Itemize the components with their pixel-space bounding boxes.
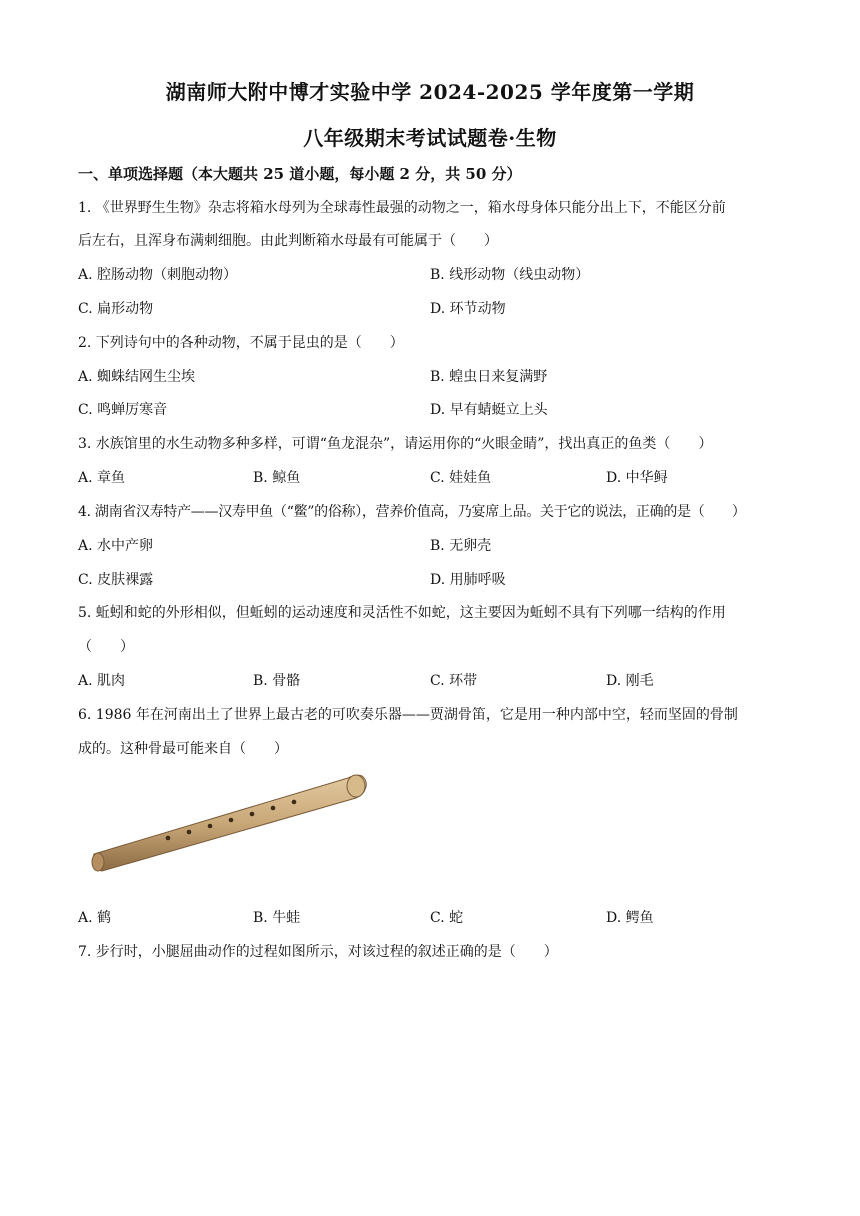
question-1-option-c: C. 扁形动物: [78, 301, 154, 317]
exam-subtitle: 八年级期末考试试题卷·生物: [303, 126, 557, 150]
finger-hole-icon: [292, 800, 297, 805]
question-5-option-c: C. 环带: [430, 673, 478, 689]
question-4-option-d: D. 用肺呼吸: [430, 572, 506, 588]
question-1-stem-line-2: 后左右，且浑身布满刺细胞。由此判断箱水母最有可能属于（ ）: [78, 233, 498, 249]
question-7-stem: 7. 步行时，小腿屈曲动作的过程如图所示，对该过程的叙述正确的是（ ）: [78, 944, 558, 960]
finger-hole-icon: [271, 806, 276, 811]
question-4-option-c: C. 皮肤裸露: [78, 572, 154, 588]
question-6-option-c: C. 蛇: [430, 910, 464, 926]
question-4-option-b: B. 无卵壳: [430, 538, 492, 554]
question-3-option-c: C. 娃娃鱼: [430, 470, 492, 486]
question-3-stem: 3. 水族馆里的水生动物多种多样，可谓“鱼龙混杂”，请运用你的“火眼金睛”，找出真正的鱼类（ ）: [78, 436, 713, 452]
section-heading: 一、单项选择题（本大题共 25 道小题，每小题 2 分，共 50 分）: [78, 165, 522, 183]
finger-hole-icon: [166, 836, 171, 841]
flute-body: [93, 775, 366, 871]
question-2-option-d: D. 早有蜻蜓立上头: [430, 402, 548, 418]
question-3-option-d: D. 中华鲟: [606, 470, 668, 486]
flute-mouth-end: [92, 853, 104, 871]
question-1-option-a: A. 腔肠动物（刺胞动物）: [78, 267, 238, 283]
question-5-option-a: A. 肌肉: [78, 673, 126, 689]
question-6-stem-line-1: 6. 1986 年在河南出土了世界上最古老的可吹奏乐器——贾湖骨笛，它是用一种内部中空，轻而坚固的骨制: [78, 707, 738, 723]
flute-end: [347, 775, 365, 797]
finger-hole-icon: [250, 812, 255, 817]
question-4-stem: 4. 湖南省汉寿特产——汉寿甲鱼（“鳖”的俗称），营养价值高，乃宴席上品。关于它的说法，正确的是（ ）: [78, 504, 746, 520]
question-6-option-a: A. 鹤: [78, 910, 112, 926]
finger-hole-icon: [229, 818, 234, 823]
question-3-option-b: B. 鲸鱼: [253, 470, 301, 486]
question-6-option-b: B. 牛蛙: [253, 910, 301, 926]
question-2-option-c: C. 鸣蝉厉寒音: [78, 402, 168, 418]
question-1-option-b: B. 线形动物（线虫动物）: [430, 267, 590, 283]
question-5-stem-line-2: （ ）: [78, 639, 134, 655]
question-6-stem-line-2: 成的。这种骨最可能来自（ ）: [78, 741, 288, 757]
question-1-option-d: D. 环节动物: [430, 301, 506, 317]
finger-hole-icon: [208, 824, 213, 829]
question-5-option-b: B. 骨骼: [253, 673, 301, 689]
question-5-option-d: D. 刚毛: [606, 673, 654, 689]
question-2-option-b: B. 蝗虫日来复满野: [430, 369, 548, 385]
question-2-stem: 2. 下列诗句中的各种动物，不属于昆虫的是（ ）: [78, 335, 404, 351]
finger-hole-icon: [187, 830, 192, 835]
question-3-option-a: A. 章鱼: [78, 470, 126, 486]
bone-flute-image: [86, 768, 376, 888]
question-2-option-a: A. 蜘蛛结网生尘埃: [78, 369, 196, 385]
question-4-option-a: A. 水中产卵: [78, 538, 154, 554]
exam-title: 湖南师大附中博才实验中学 2024-2025 学年度第一学期: [165, 80, 695, 104]
question-1-stem-line-1: 1. 《世界野生生物》杂志将箱水母列为全球毒性最强的动物之一，箱水母身体只能分出上下，不能区分前: [78, 200, 726, 216]
question-5-stem-line-1: 5. 蚯蚓和蛇的外形相似，但蚯蚓的运动速度和灵活性不如蛇，这主要因为蚯蚓不具有下列哪一结构的作用: [78, 605, 726, 621]
question-6-option-d: D. 鳄鱼: [606, 910, 654, 926]
